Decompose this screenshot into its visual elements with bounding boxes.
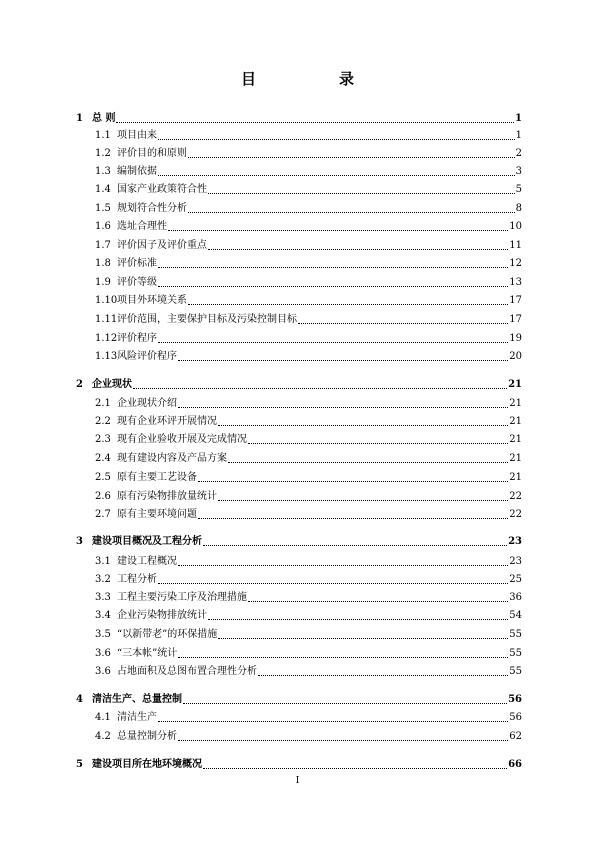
toc-entry-label: 评价因子及评价重点: [117, 240, 207, 251]
toc-chapter-entry[interactable]: [76, 759, 522, 771]
toc-section-entry[interactable]: [95, 148, 522, 160]
toc-section-entry[interactable]: [95, 556, 522, 568]
toc-entry-label: 编制依据: [117, 166, 157, 177]
toc-dot-leader: [158, 138, 515, 140]
toc-section-entry[interactable]: [95, 351, 522, 363]
toc-dot-leader: [188, 303, 508, 305]
toc-entry-label: 企业现状: [92, 379, 132, 390]
toc-entry-label: 原有主要工艺设备: [117, 472, 197, 483]
toc-section-entry[interactable]: [95, 472, 522, 484]
toc-entry-number: 3: [76, 536, 83, 547]
toc-dot-leader: [116, 121, 514, 123]
toc-entry-page: 22: [509, 509, 522, 520]
toc-entry-page: 36: [509, 592, 522, 603]
toc-dot-leader: [188, 156, 515, 158]
toc-entry-number: 1.4: [95, 184, 111, 195]
toc-entry-label: 现有企业验收开展及完成情况: [117, 434, 247, 445]
toc-dot-leader: [198, 517, 508, 519]
toc-entry-page: 5: [515, 184, 522, 195]
toc-entry-page: 22: [509, 491, 522, 502]
toc-dot-leader: [168, 229, 508, 231]
toc-entry-page: 56: [508, 694, 522, 705]
toc-dot-leader: [158, 266, 508, 268]
toc-section-entry[interactable]: [95, 130, 522, 142]
toc-entry-label: 企业污染物排放统计: [117, 610, 207, 621]
toc-entry-label: 国家产业政策符合性: [117, 184, 207, 195]
toc-dot-leader: [248, 442, 508, 444]
toc-dot-leader: [203, 544, 507, 546]
toc-dot-leader: [158, 285, 508, 287]
toc-dot-leader: [158, 582, 508, 584]
toc-section-entry[interactable]: [95, 574, 522, 586]
toc-entry-page: 1: [515, 130, 522, 141]
toc-entry-number: 3.1: [95, 556, 111, 567]
toc-entry-page: 54: [509, 610, 522, 621]
toc-entry-number: 2.7: [95, 509, 111, 520]
toc-entry-number: 1.7: [95, 240, 111, 251]
toc-dot-leader: [258, 674, 508, 676]
toc-section-entry[interactable]: [95, 453, 522, 465]
toc-entry-label: 建设项目概况及工程分析: [92, 536, 202, 547]
toc-dot-leader: [178, 359, 508, 361]
toc-entry-page: 21: [509, 453, 522, 464]
toc-dot-leader: [208, 192, 515, 194]
toc-dot-leader: [208, 618, 508, 620]
toc-dot-leader: [133, 387, 507, 389]
toc-entry-label: 工程主要污染工序及治理措施: [117, 592, 247, 603]
toc-entry-page: 21: [508, 379, 522, 390]
toc-dot-leader: [158, 174, 515, 176]
toc-entry-number: 3.5: [95, 629, 111, 640]
toc-entry-number: 1: [76, 113, 83, 124]
toc-entry-number: 1.12: [95, 333, 118, 344]
toc-entry-number: 2.1: [95, 398, 111, 409]
toc-entry-number: 3.3: [95, 592, 111, 603]
toc-entry-number: 4.1: [95, 712, 111, 723]
toc-entry-page: 55: [509, 629, 522, 640]
toc-entry-number: 3.2: [95, 574, 111, 585]
toc-section-entry[interactable]: [95, 416, 522, 428]
toc-entry-number: 1.8: [95, 258, 111, 269]
toc-section-entry[interactable]: [95, 491, 522, 503]
toc-entry-label: 总 则: [92, 113, 116, 124]
toc-entry-label: 评价等级: [117, 277, 157, 288]
toc-section-entry[interactable]: [95, 592, 522, 604]
toc-dot-leader: [203, 767, 507, 769]
toc-entry-label: 项目由来: [117, 130, 157, 141]
toc-entry-page: 21: [509, 416, 522, 427]
toc-entry-label: 评价范围，主要保护目标及污染控制目标: [117, 314, 297, 325]
toc-entry-number: 1.13: [95, 351, 118, 362]
toc-entry-page: 56: [509, 712, 522, 723]
toc-entry-number: 1.9: [95, 277, 111, 288]
toc-entry-page: 23: [508, 536, 522, 547]
toc-entry-label: 清洁生产、总量控制: [92, 694, 182, 705]
toc-section-entry[interactable]: [95, 509, 522, 521]
toc-section-entry[interactable]: [95, 731, 522, 743]
toc-section-entry[interactable]: [95, 648, 522, 660]
toc-dot-leader: [183, 702, 507, 704]
toc-entry-page: 55: [509, 648, 522, 659]
toc-entry-number: 2.2: [95, 416, 111, 427]
toc-entry-label: 项目外环境关系: [117, 295, 187, 306]
toc-section-entry[interactable]: [95, 166, 522, 178]
toc-entry-page: 21: [509, 434, 522, 445]
toc-dot-leader: [178, 406, 508, 408]
toc-chapter-entry[interactable]: [76, 379, 522, 391]
toc-entry-page: 62: [509, 731, 522, 742]
toc-entry-number: 1.6: [95, 221, 111, 232]
toc-entry-number: 2.3: [95, 434, 111, 445]
toc-entry-number: 3.6: [95, 666, 111, 677]
toc-entry-label: 企业现状介绍: [117, 398, 177, 409]
toc-entry-page: 17: [509, 314, 522, 325]
toc-section-entry[interactable]: [95, 398, 522, 410]
toc-entry-number: 2.5: [95, 472, 111, 483]
toc-chapter-entry[interactable]: [76, 113, 522, 125]
toc-section-entry[interactable]: [95, 314, 522, 326]
toc-entry-label: “三本帐”统计: [117, 648, 178, 659]
toc-entry-page: 2: [515, 148, 522, 159]
toc-entry-number: 3.6: [95, 648, 111, 659]
toc-entry-page: 66: [508, 759, 522, 770]
toc-section-entry[interactable]: [95, 203, 522, 215]
toc-entry-page: 21: [509, 472, 522, 483]
toc-dot-leader: [178, 739, 508, 741]
toc-entry-page: 8: [515, 203, 522, 214]
toc-entry-number: 3.4: [95, 610, 111, 621]
toc-entry-label: 总量控制分析: [117, 731, 177, 742]
toc-dot-leader: [218, 637, 508, 639]
toc-entry-number: 4: [76, 694, 83, 705]
toc-entry-label: 建设项目所在地环境概况: [92, 759, 202, 770]
toc-entry-page: 23: [509, 556, 522, 567]
toc-dot-leader: [188, 211, 515, 213]
toc-entry-page: 21: [509, 398, 522, 409]
toc-chapter-entry[interactable]: [76, 694, 522, 706]
page-number: I: [295, 776, 300, 786]
toc-chapter-entry[interactable]: [76, 536, 522, 548]
toc-entry-label: 评价标准: [117, 258, 157, 269]
toc-entry-label: 规划符合性分析: [117, 203, 187, 214]
toc-entry-page: 17: [509, 295, 522, 306]
toc-section-entry[interactable]: [95, 295, 522, 307]
toc-entry-number: 1.2: [95, 148, 111, 159]
toc-dot-leader: [178, 564, 508, 566]
toc-entry-number: 4.2: [95, 731, 111, 742]
toc-entry-label: 选址合理性: [117, 221, 167, 232]
toc-title: 目 录: [240, 70, 388, 88]
toc-entry-page: 1: [515, 113, 522, 124]
toc-section-entry[interactable]: [95, 434, 522, 446]
toc-section-entry[interactable]: [95, 610, 522, 622]
toc-dot-leader: [178, 656, 508, 658]
toc-entry-number: 5: [76, 759, 83, 770]
toc-dot-leader: [298, 322, 508, 324]
toc-entry-label: 工程分析: [117, 574, 157, 585]
toc-dot-leader: [158, 720, 508, 722]
toc-entry-page: 25: [509, 574, 522, 585]
toc-entry-label: 现有企业环评开展情况: [117, 416, 217, 427]
toc-entry-number: 1.10: [95, 295, 118, 306]
toc-section-entry[interactable]: [95, 629, 522, 641]
toc-dot-leader: [248, 600, 508, 602]
toc-section-entry[interactable]: [95, 712, 522, 724]
toc-entry-number: 1.11: [95, 314, 118, 325]
toc-section-entry[interactable]: [95, 333, 522, 345]
toc-section-entry[interactable]: [95, 258, 522, 270]
toc-dot-leader: [228, 461, 508, 463]
toc-section-entry[interactable]: [95, 221, 522, 233]
toc-dot-leader: [218, 499, 508, 501]
toc-entry-page: 11: [509, 240, 522, 251]
toc-dot-leader: [198, 480, 508, 482]
toc-entry-page: 12: [509, 258, 522, 269]
toc-entry-label: 风险评价程序: [117, 351, 177, 362]
toc-entry-page: 10: [509, 221, 522, 232]
toc-entry-page: 19: [509, 333, 522, 344]
toc-section-entry[interactable]: [95, 666, 522, 678]
toc-entry-number: 1.3: [95, 166, 111, 177]
toc-entry-number: 1.5: [95, 203, 111, 214]
toc-entry-label: 占地面积及总图布置合理性分析: [117, 666, 257, 677]
toc-entry-label: 建设工程概况: [117, 556, 177, 567]
toc-entry-number: 2.4: [95, 453, 111, 464]
toc-section-entry[interactable]: [95, 184, 522, 196]
toc-dot-leader: [208, 248, 508, 250]
toc-entry-number: 1.1: [95, 130, 111, 141]
toc-dot-leader: [218, 424, 508, 426]
toc-dot-leader: [158, 341, 508, 343]
toc-entry-label: 清洁生产: [117, 712, 157, 723]
toc-entry-label: 原有污染物排放量统计: [117, 491, 217, 502]
toc-entry-label: “以新带老”的环保措施: [117, 629, 218, 640]
toc-entry-page: 13: [509, 277, 522, 288]
toc-entry-number: 2: [76, 379, 83, 390]
toc-section-entry[interactable]: [95, 240, 522, 252]
toc-entry-page: 3: [515, 166, 522, 177]
toc-entry-label: 现有建设内容及产品方案: [117, 453, 227, 464]
toc-entry-label: 原有主要环境问题: [117, 509, 197, 520]
toc-entry-label: 评价程序: [117, 333, 157, 344]
toc-entry-label: 评价目的和原则: [117, 148, 187, 159]
toc-entry-number: 2.6: [95, 491, 111, 502]
toc-entry-page: 20: [509, 351, 522, 362]
toc-entry-page: 55: [509, 666, 522, 677]
toc-section-entry[interactable]: [95, 277, 522, 289]
